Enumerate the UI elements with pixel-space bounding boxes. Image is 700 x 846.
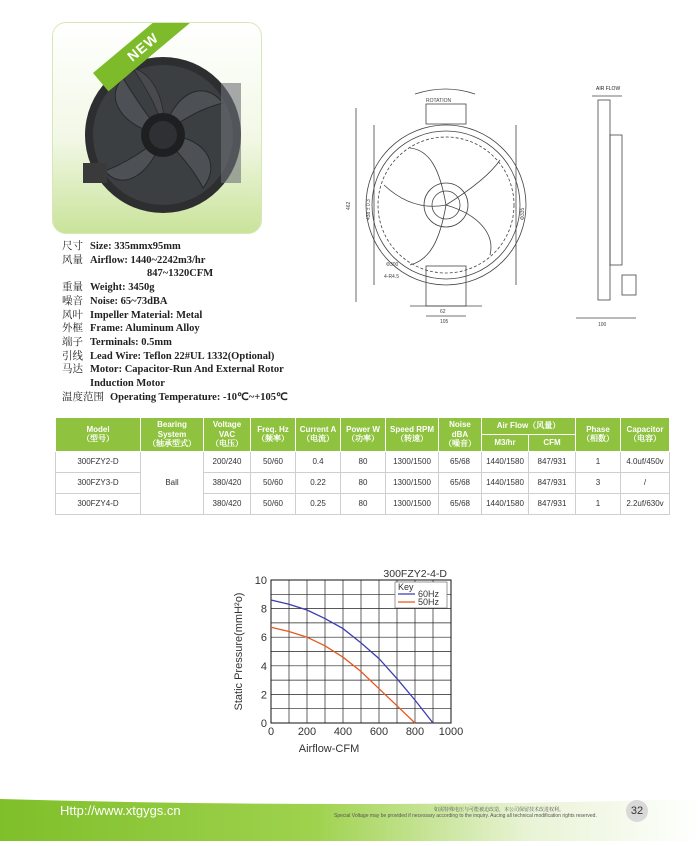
dim-105: 105 [440, 319, 449, 325]
y-tick-label: 10 [254, 575, 267, 587]
performance-chart [230, 560, 470, 765]
x-tick-label: 0 [267, 726, 275, 738]
legend-title: Key [398, 582, 414, 592]
legend-entry-60Hz: 60Hz [418, 589, 440, 599]
chart-title: 300FZY2-4-D [383, 568, 447, 580]
y-tick-label: 4 [260, 660, 267, 673]
y-tick-label: 2 [260, 689, 267, 702]
th-capacitor: Capacitor （电容） [621, 418, 670, 452]
th-power: Power W （功率） [341, 418, 386, 452]
th-cfm: CFM [529, 434, 576, 451]
th-freq: Freq. Hz （频率） [251, 418, 296, 452]
spec-motor-line2: Induction Motor [90, 378, 165, 390]
spec-noise: 噪音 Noise: 65~73dBA [62, 295, 168, 307]
dim-335: Φ335 [520, 207, 526, 220]
dim-100: 100 [598, 322, 607, 328]
y-tick-label: 6 [260, 632, 267, 645]
dim-62: 62 [440, 309, 446, 315]
spec-airflow-cfm: 847~1320CFM [147, 268, 214, 280]
spec-terminals: 端子 Terminals: 0.5mm [62, 336, 172, 348]
th-current: Current A （电流） [296, 418, 341, 452]
y-axis-label: Static Pressure(mmH²o) [233, 592, 245, 711]
table-row: 300FZY3-D 380/420 50/60 0.22 80 1300/1500 65/68 1440/1580 847/931 3 / [56, 472, 670, 493]
th-bearing: Bearing System （轴承型式） [141, 418, 204, 452]
spec-lead-wire: 引线 Lead Wire: Teflon 22#UL 1332(Optional) [62, 350, 275, 362]
air-flow-label: AIR FLOW [596, 86, 621, 92]
th-model: Model （型号） [56, 418, 141, 452]
website-link[interactable]: Http://www.xtgygs.cn [60, 803, 181, 818]
dim-462: 462 [346, 201, 352, 210]
bearing-cell: Ball [141, 451, 204, 514]
y-tick-label: 0 [260, 718, 267, 730]
technical-drawing [340, 80, 670, 345]
x-tick-label: 200 [297, 726, 317, 738]
dim-holes: 4-R4.5 [384, 274, 400, 280]
spec-size: 尺寸 Size: 335mmx95mm [62, 241, 181, 252]
spec-table [55, 417, 670, 515]
spec-weight: 重量 Weight: 3450g [62, 282, 155, 294]
rotation-label: ROTATION [426, 98, 452, 104]
table-row: 300FZY2-D Ball 200/240 50/60 0.4 80 1300/1500 65/68 1440/1580 847/931 1 4.0uf/450v [56, 451, 670, 472]
th-voltage: Voltage VAC （电压） [204, 418, 251, 452]
fan-image [53, 23, 261, 233]
new-badge: NEW [93, 22, 193, 91]
series-line-60Hz [271, 600, 433, 723]
y-tick-label: 8 [260, 603, 267, 616]
page-number: 32 [626, 800, 648, 822]
x-tick-label: 600 [369, 726, 389, 738]
x-axis-label: Airflow-CFM [298, 743, 360, 755]
dim-438: 438 ± 0.3 [366, 199, 372, 220]
legend-entry-50Hz: 50Hz [418, 597, 440, 607]
spec-motor: 马达 Motor: Capacitor-Run And External Rotor [62, 364, 284, 376]
th-speed: Speed RPM （转速） [386, 418, 439, 452]
th-airflow: Air Flow（风量） [482, 418, 576, 435]
th-phase: Phase （相数） [576, 418, 621, 452]
spec-list [62, 240, 382, 404]
th-noise: Noise dBA （噪音） [439, 418, 482, 452]
x-tick-label: 800 [405, 726, 425, 738]
spec-temperature: 温度范围 Operating Temperature: -10℃~+105℃ [62, 391, 288, 403]
dim-300: Φ300 [386, 262, 399, 268]
footer-note-en: Special Voltage may be provided if necessary according to the inquiry. Aucing all technical modification rights reserved. [334, 813, 597, 819]
spec-frame: 外框 Frame: Aluminum Alloy [62, 323, 200, 335]
x-tick-label: 1000 [438, 726, 464, 738]
th-m3hr: M3/hr [482, 434, 529, 451]
product-photo [52, 22, 262, 234]
spec-airflow: 风量 Airflow: 1440~2242m3/hr [62, 254, 206, 266]
footer-note-zh: 如需特殊电压与可能被迫改造，本公司保留技术改进权利。 [434, 807, 565, 813]
table-row: 300FZY4-D 380/420 50/60 0.25 80 1300/1500 65/68 1440/1580 847/931 1 2.2uf/630v [56, 493, 670, 514]
x-tick-label: 400 [333, 726, 353, 738]
spec-impeller: 风叶 Impeller Material: Metal [62, 309, 203, 321]
